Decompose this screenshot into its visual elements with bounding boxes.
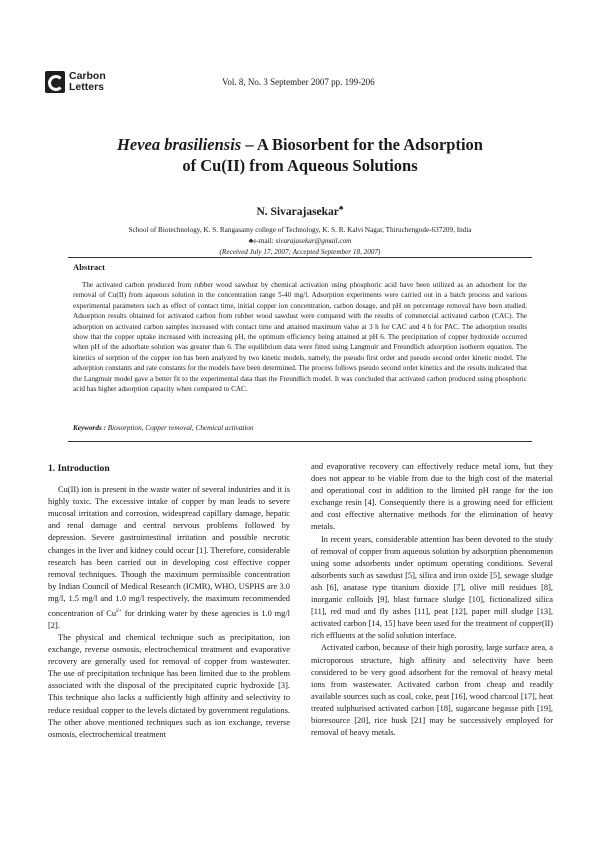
journal-logo — [45, 71, 106, 93]
paper-title — [50, 134, 550, 176]
abstract-bottom-rule — [68, 441, 532, 442]
author-name — [0, 204, 600, 218]
journal-name-line1: Carbon — [69, 70, 106, 82]
email-address[interactable]: sivarajasekar@gmail.com — [275, 237, 352, 246]
keywords-line — [73, 424, 254, 432]
intro-paragraph-2: The physical and chemical technique such as precipitation, ion exchange, reverse osmosis, electrochemical treatment and evaporative recovery are generally used for removal of copper from wastewater. The use of precipitation technique has been limited due to the problem associated with the disposal of the precipitated cupric hydroxide [3]. This technique also lacks a sufficiently high affinity and selectivity to reduce residual copper to the levels dictated by government regulations. The other above mentioned techniques such as ion exchange, reverse osmosis, electrochemical treatment — [48, 633, 290, 739]
journal-issue-info: Vol. 8, No. 3 September 2007 pp. 199-206 — [222, 77, 375, 87]
email-prefix: ♣e-mail: — [248, 237, 276, 246]
abstract-text: The activated carbon produced from rubber wood sawdust by chemical activation using phosphoric acid have been utilized as an adsorbent for the removal of Cu(II) from aqueous solution in the concentration range 5-40 mg/l. Adsorption experiments were carried out in a batch process and various experimental parameters such as effect of contact time, initial copper ion concentration, carbon dosage, and pH on percentage removal have been studied. Adsorption results obtained for activated carbon from rubber wood sawdust were compared with the results of commercial activated carbon (CAC). The adsorption on activated carbon samples increased with contact time and attained maximum value at 3 h for CAC and 4 h for PAC. The adsorption results show that the copper uptake increased with increasing pH, the optimum efficiency being attained at pH 6. The precipitation of copper hydroxide occurred when pH of the adsorbate solution was greater than 6. The equilibrium data were fitted using Langmuir and Freundlich adsorption isotherm equation. The kinetics of sorption of the copper ion has been analyzed by two kinetic models, namely, the pseudo first order and pseudo second order kinetic model. The adsorption constants and rate constants for the models have been determined. The process follows pseudo second order kinetics and the results indicated that the Langmuir model gave a better fit to the experimental data than the Freundlich model. It was concluded that activated carbon produced using phosphoric acid has higher adsorption capacity when compared to CAC. — [73, 281, 527, 394]
right-column — [311, 461, 553, 739]
keywords-list: Biosorption, Copper removal, Chemical activation — [107, 424, 254, 432]
affiliation: School of Biotechnology, K. S. Rangasamy college of Technology, K. S. R. Kalvi Nagar, Thiruchengode-637209, India — [128, 226, 472, 234]
intro-paragraph-5: Activated carbon, because of their high porosity, large surface area, a microporous structure, high affinity and selectivity have been considered to be very good adsorbent for the removal of heavy metal ions from wastewater. Activated carbon from cheap and readily available sources such as coal, coke, peat [16], wood charcoal [17], heat treated sulphurised activated carbon [18], sugarcane begasse pith [19], bioresource [20], rice husk [21] may be successively employed for removal of heavy metals. — [311, 643, 553, 738]
received-dates: (Received July 17, 2007; Accepted September 18, 2007) — [219, 248, 381, 257]
abstract-top-rule — [68, 257, 532, 258]
title-species: Hevea brasiliensis — [117, 135, 242, 154]
intro-paragraph-1 — [48, 484, 290, 632]
abstract-heading: Abstract — [73, 262, 105, 272]
title-line1-rest: – A Biosorbent for the Adsorption — [241, 135, 483, 154]
journal-name-line2: Letters — [69, 81, 105, 93]
cu-charge-superscript: 2+ — [116, 608, 122, 615]
affiliation-block — [0, 225, 600, 259]
email-line — [0, 236, 600, 247]
keywords-label: Keywords : — [73, 424, 108, 432]
left-column — [48, 461, 290, 741]
intro-paragraph-3: and evaporative recovery can effectively reduce metal ions, but they does not appear to be viable from due to the high cost of the material and operational cost in addition to the limited pH range for the ion exchange resin [4]. Consequently there is a growing need for efficient and cost effective alternative methods for the elimination of heavy metals. — [311, 462, 553, 532]
journal-name — [69, 71, 106, 93]
author-mark: ♣ — [338, 204, 344, 212]
intro-paragraph-4: In recent years, considerable attention has been devoted to the study of removal of copper from aqueous solution by adsorption phenomenon using some adsorbents under optimum operating conditions. Several adsorbents such as sawdust [5], silica and iron oxide [5], sewage sludge ash [6], anatase type titanium dioxide [7], olive mill residues [8], inorganic colloids [9], blast furnace sludge [10], fictionalized silica [11], red mud and fly ashes [11], peat [12], paper mill sludge [13], activated carbon [14, 15] have been used for the treatment of copper(II) rich effluents at the solid solution interface. — [311, 534, 553, 641]
intro-p1-text: Cu(II) ion is present in the waste water of several industries and it is highly toxic. The excessive intake of copper by man leads to severe mucosal irritation and corrosion, widespread capillary damage, hepatic and renal damage and central nervous problems followed by depression. Severe gastrointestinal irritation and possible necrotic changes in the liver and kidney could occur [1]. Therefore, considerable research has been carried out in developing cost effective copper removal techniques. Though the maximum permissible concentration by Indian Council of Medical Research (ICMR), WHO, USPHS are 3.0 mg/l, 1.5 mg/l and 1.0 mg/l respectively, the maximum recommended concentration of Cu — [48, 485, 290, 618]
section-heading-introduction: 1. Introduction — [48, 463, 110, 474]
title-line2: of Cu(II) from Aqueous Solutions — [182, 156, 418, 175]
author-text: N. Sivarajasekar — [256, 205, 339, 218]
intro-p1-tail: for drinking water by these agencies is 1.0 mg/l [2]. — [48, 608, 290, 630]
carbon-letters-logo-icon — [45, 71, 65, 93]
